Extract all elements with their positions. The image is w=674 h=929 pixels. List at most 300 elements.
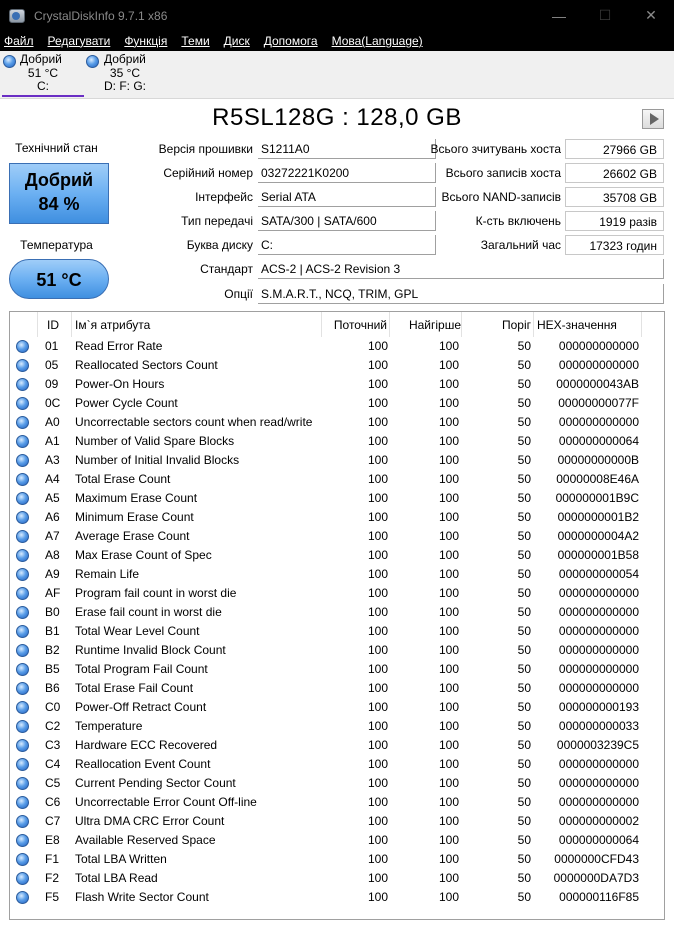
firmware-label: Версія прошивки <box>158 142 253 156</box>
header-id[interactable]: ID <box>38 312 72 337</box>
attribute-threshold: 50 <box>517 624 531 638</box>
attribute-name: Power Cycle Count <box>75 396 178 410</box>
menu-disk[interactable]: Диск <box>223 34 250 48</box>
attribute-worst: 100 <box>438 548 459 562</box>
table-header <box>10 312 664 337</box>
disk-temp: 51 °C <box>27 65 59 80</box>
attribute-id: F1 <box>45 852 60 866</box>
table-row[interactable] <box>10 622 664 641</box>
temperature-label: Температура <box>20 238 93 252</box>
maximize-button[interactable]: ☐ <box>598 7 612 23</box>
standard-label: Стандарт <box>200 262 253 276</box>
attribute-hex: 000000000064 <box>558 833 639 847</box>
attribute-id: A7 <box>45 529 60 543</box>
attribute-worst: 100 <box>438 472 459 486</box>
transfer-mode-label: Тип передачі <box>181 214 253 228</box>
attribute-worst: 100 <box>438 890 459 904</box>
attribute-id: C2 <box>45 719 61 733</box>
status-good-icon <box>16 682 29 695</box>
attribute-current: 100 <box>367 377 388 391</box>
status-good-icon <box>16 511 29 524</box>
attribute-hex: 000000001B9C <box>555 491 639 505</box>
attribute-worst: 100 <box>438 833 459 847</box>
attribute-threshold: 50 <box>517 548 531 562</box>
table-row[interactable] <box>10 451 664 470</box>
table-row[interactable] <box>10 755 664 774</box>
disk-temp: 35 °C <box>109 65 141 80</box>
attribute-threshold: 50 <box>517 814 531 828</box>
attribute-worst: 100 <box>438 871 459 885</box>
attribute-id: A3 <box>45 453 60 467</box>
attribute-worst: 100 <box>438 529 459 543</box>
attribute-worst: 100 <box>438 814 459 828</box>
header-hex-value[interactable]: HEX-значення <box>534 312 642 337</box>
attribute-name: Read Error Rate <box>75 339 163 353</box>
attribute-threshold: 50 <box>517 453 531 467</box>
attribute-hex: 000000000000 <box>558 757 639 771</box>
attribute-hex: 000000000000 <box>558 586 639 600</box>
attribute-threshold: 50 <box>517 586 531 600</box>
attribute-hex: 000000000000 <box>558 776 639 790</box>
disk-model-title: R5SL128G : 128,0 GB <box>212 104 462 131</box>
attribute-worst: 100 <box>438 700 459 714</box>
attribute-threshold: 50 <box>517 719 531 733</box>
attribute-worst: 100 <box>438 681 459 695</box>
attribute-id: 09 <box>45 377 59 391</box>
table-row[interactable] <box>10 698 664 717</box>
attribute-name: Total Erase Fail Count <box>75 681 194 695</box>
table-row[interactable] <box>10 603 664 622</box>
attribute-id: 0C <box>45 396 61 410</box>
attribute-hex: 0000003239C5 <box>556 738 639 752</box>
disk-letters: C: <box>37 79 49 93</box>
attribute-worst: 100 <box>438 358 459 372</box>
attribute-worst: 100 <box>438 738 459 752</box>
attribute-current: 100 <box>367 738 388 752</box>
status-good-icon <box>16 872 29 885</box>
table-row[interactable] <box>10 394 664 413</box>
drive-letter-label: Буква диску <box>186 238 253 252</box>
attribute-name: Power-On Hours <box>75 377 165 391</box>
attribute-name: Uncorrectable sectors count when read/write <box>75 415 313 429</box>
attribute-current: 100 <box>367 890 388 904</box>
attribute-hex: 000000001B58 <box>557 548 639 562</box>
attribute-name: Runtime Invalid Block Count <box>75 643 226 657</box>
attribute-current: 100 <box>367 491 388 505</box>
attribute-id: C4 <box>45 757 61 771</box>
standard-value: ACS-2 | ACS-2 Revision 3 <box>258 259 664 279</box>
health-status: Добрий <box>24 170 94 190</box>
attribute-worst: 100 <box>438 776 459 790</box>
attribute-threshold: 50 <box>517 833 531 847</box>
table-row[interactable] <box>10 812 664 831</box>
interface-label: Інтерфейс <box>195 190 253 204</box>
header-attribute-name[interactable]: Ім`я атрибута <box>72 312 322 337</box>
attribute-worst: 100 <box>438 567 459 581</box>
attribute-hex: 000000000054 <box>558 567 639 581</box>
attribute-current: 100 <box>367 434 388 448</box>
attribute-name: Available Reserved Space <box>75 833 216 847</box>
status-good-icon <box>16 416 29 429</box>
table-row[interactable] <box>10 527 664 546</box>
table-row[interactable] <box>10 850 664 869</box>
attribute-current: 100 <box>367 624 388 638</box>
health-label: Технічний стан <box>15 141 98 155</box>
attribute-name: Reallocated Sectors Count <box>75 358 218 372</box>
attribute-id: A4 <box>45 472 60 486</box>
attribute-threshold: 50 <box>517 339 531 353</box>
attribute-name: Average Erase Count <box>75 529 190 543</box>
host-writes-label: Всього записів хоста <box>445 166 561 180</box>
smart-attributes-table[interactable] <box>9 311 665 920</box>
features-label: Опції <box>224 287 253 301</box>
attribute-name: Power-Off Retract Count <box>75 700 207 714</box>
attribute-current: 100 <box>367 662 388 676</box>
table-row[interactable] <box>10 888 664 907</box>
status-good-icon <box>16 720 29 733</box>
attribute-name: Erase fail count in worst die <box>75 605 222 619</box>
status-good-icon <box>16 796 29 809</box>
attribute-worst: 100 <box>438 377 459 391</box>
status-good-icon <box>16 473 29 486</box>
attribute-current: 100 <box>367 605 388 619</box>
attribute-name: Number of Initial Invalid Blocks <box>75 453 240 467</box>
attribute-name: Total Erase Count <box>75 472 171 486</box>
attribute-id: 05 <box>45 358 59 372</box>
attribute-threshold: 50 <box>517 605 531 619</box>
attribute-worst: 100 <box>438 719 459 733</box>
attribute-name: Total LBA Read <box>75 871 158 885</box>
header-status <box>10 312 38 337</box>
table-row[interactable] <box>10 508 664 527</box>
status-good-icon <box>16 530 29 543</box>
attribute-current: 100 <box>367 814 388 828</box>
power-on-count-label: К-сть включень <box>475 214 561 228</box>
attribute-current: 100 <box>367 871 388 885</box>
attribute-worst: 100 <box>438 415 459 429</box>
attribute-id: C5 <box>45 776 61 790</box>
attribute-id: A6 <box>45 510 60 524</box>
next-disk-button[interactable] <box>642 109 664 129</box>
window-controls <box>536 0 674 31</box>
attribute-hex: 00000008E46A <box>556 472 639 486</box>
temperature-value: 51 °C <box>9 259 109 299</box>
attribute-id: A9 <box>45 567 60 581</box>
serial-label: Серійний номер <box>163 166 253 180</box>
menu-function[interactable]: Функція <box>124 34 168 48</box>
attribute-current: 100 <box>367 567 388 581</box>
attribute-threshold: 50 <box>517 643 531 657</box>
attribute-current: 100 <box>367 852 388 866</box>
interface-value: Serial ATA <box>258 187 436 207</box>
status-good-icon <box>16 644 29 657</box>
attribute-threshold: 50 <box>517 776 531 790</box>
status-good-icon <box>16 625 29 638</box>
attribute-id: AF <box>45 586 61 600</box>
attribute-name: Uncorrectable Error Count Off-line <box>75 795 257 809</box>
table-row[interactable] <box>10 470 664 489</box>
attribute-hex: 000000000000 <box>558 662 639 676</box>
attribute-worst: 100 <box>438 795 459 809</box>
firmware-value: S1211A0 <box>258 139 436 159</box>
attribute-name: Program fail count in worst die <box>75 586 237 600</box>
attribute-threshold: 50 <box>517 871 531 885</box>
attribute-threshold: 50 <box>517 681 531 695</box>
attribute-threshold: 50 <box>517 567 531 581</box>
attribute-id: F5 <box>45 890 60 904</box>
attribute-id: B2 <box>45 643 60 657</box>
attribute-threshold: 50 <box>517 510 531 524</box>
attribute-hex: 000000000064 <box>558 434 639 448</box>
attribute-name: Total Wear Level Count <box>75 624 200 638</box>
attribute-hex: 0000000004A2 <box>557 529 639 543</box>
attribute-current: 100 <box>367 453 388 467</box>
attribute-threshold: 50 <box>517 795 531 809</box>
attribute-current: 100 <box>367 681 388 695</box>
status-good-icon <box>16 777 29 790</box>
attribute-hex: 000000000000 <box>558 415 639 429</box>
attribute-hex: 0000000DA7D3 <box>553 871 639 885</box>
table-row[interactable] <box>10 736 664 755</box>
attribute-hex: 000000000002 <box>558 814 639 828</box>
attribute-name: Total LBA Written <box>75 852 167 866</box>
status-good-icon <box>16 815 29 828</box>
attribute-hex: 0000000043AB <box>556 377 639 391</box>
attribute-threshold: 50 <box>517 358 531 372</box>
table-row[interactable] <box>10 489 664 508</box>
status-good-icon <box>16 397 29 410</box>
table-row[interactable] <box>10 641 664 660</box>
table-row[interactable] <box>10 774 664 793</box>
attribute-id: B1 <box>45 624 60 638</box>
attribute-worst: 100 <box>438 339 459 353</box>
table-row[interactable] <box>10 584 664 603</box>
nand-writes-value: 35708 GB <box>565 187 664 207</box>
attribute-current: 100 <box>367 415 388 429</box>
attribute-worst: 100 <box>438 662 459 676</box>
status-good-icon <box>16 834 29 847</box>
menu-language[interactable]: Мова(Language) <box>331 34 423 48</box>
attribute-id: 01 <box>45 339 59 353</box>
attribute-threshold: 50 <box>517 377 531 391</box>
table-row[interactable] <box>10 660 664 679</box>
status-good-icon <box>16 435 29 448</box>
nand-writes-label: Всього NAND-записів <box>441 190 561 204</box>
health-status-button[interactable] <box>9 163 109 224</box>
attribute-id: A0 <box>45 415 60 429</box>
attribute-name: Reallocation Event Count <box>75 757 211 771</box>
attribute-id: C6 <box>45 795 61 809</box>
features-value: S.M.A.R.T., NCQ, TRIM, GPL <box>258 284 664 304</box>
attribute-worst: 100 <box>438 586 459 600</box>
attribute-name: Maximum Erase Count <box>75 491 198 505</box>
table-row[interactable] <box>10 546 664 565</box>
attribute-worst: 100 <box>438 453 459 467</box>
attribute-current: 100 <box>367 529 388 543</box>
attribute-id: A8 <box>45 548 60 562</box>
attribute-current: 100 <box>367 472 388 486</box>
attribute-hex: 0000000001B2 <box>557 510 639 524</box>
minimize-button[interactable]: — <box>552 7 566 24</box>
table-row[interactable] <box>10 356 664 375</box>
attribute-current: 100 <box>367 510 388 524</box>
attribute-hex: 000000000000 <box>558 339 639 353</box>
attribute-id: B0 <box>45 605 60 619</box>
attribute-name: Hardware ECC Recovered <box>75 738 218 752</box>
attribute-threshold: 50 <box>517 415 531 429</box>
attribute-name: Minimum Erase Count <box>75 510 194 524</box>
attribute-id: B6 <box>45 681 60 695</box>
status-good-icon <box>16 568 29 581</box>
attribute-name: Total Program Fail Count <box>75 662 208 676</box>
attribute-worst: 100 <box>438 757 459 771</box>
table-row[interactable] <box>10 831 664 850</box>
status-good-icon <box>16 891 29 904</box>
attribute-current: 100 <box>367 833 388 847</box>
status-good-icon <box>16 758 29 771</box>
table-row[interactable] <box>10 413 664 432</box>
status-good-icon <box>16 606 29 619</box>
attribute-threshold: 50 <box>517 757 531 771</box>
attribute-hex: 0000000CFD43 <box>554 852 639 866</box>
attribute-worst: 100 <box>438 396 459 410</box>
health-percent: 84 % <box>38 194 80 214</box>
attribute-name: Remain Life <box>75 567 140 581</box>
attribute-id: B5 <box>45 662 60 676</box>
attribute-worst: 100 <box>438 491 459 505</box>
header-worst[interactable]: Найгірше <box>390 312 462 337</box>
attribute-threshold: 50 <box>517 700 531 714</box>
disk-letters: D: F: G: <box>104 79 146 93</box>
attribute-threshold: 50 <box>517 890 531 904</box>
table-row[interactable] <box>10 869 664 888</box>
attribute-id: C0 <box>45 700 61 714</box>
attribute-current: 100 <box>367 719 388 733</box>
attribute-worst: 100 <box>438 510 459 524</box>
table-row[interactable] <box>10 432 664 451</box>
attribute-current: 100 <box>367 358 388 372</box>
status-good-icon <box>86 55 99 68</box>
table-row[interactable] <box>10 565 664 584</box>
attribute-current: 100 <box>367 643 388 657</box>
menu-bar <box>0 31 674 51</box>
header-threshold[interactable]: Поріг <box>462 312 534 337</box>
attribute-worst: 100 <box>438 852 459 866</box>
attribute-threshold: 50 <box>517 396 531 410</box>
attribute-threshold: 50 <box>517 434 531 448</box>
menu-help[interactable]: Допомога <box>263 34 318 48</box>
attribute-name: Ultra DMA CRC Error Count <box>75 814 225 828</box>
attribute-hex: 000000000000 <box>558 643 639 657</box>
attribute-hex: 000000000000 <box>558 681 639 695</box>
window-title: CrystalDiskInfo 9.7.1 x86 <box>34 8 168 23</box>
status-good-icon <box>16 587 29 600</box>
title-bar <box>0 0 674 31</box>
status-good-icon <box>16 359 29 372</box>
attribute-name: Number of Valid Spare Blocks <box>75 434 235 448</box>
attribute-current: 100 <box>367 757 388 771</box>
menu-edit[interactable]: Редагувати <box>47 34 111 48</box>
attribute-threshold: 50 <box>517 529 531 543</box>
disk-selector <box>0 51 674 99</box>
status-good-icon <box>16 378 29 391</box>
app-icon <box>8 7 26 25</box>
power-on-hours-label: Загальний час <box>480 238 561 252</box>
status-good-icon <box>3 55 16 68</box>
attribute-hex: 000000000000 <box>558 605 639 619</box>
attribute-id: C3 <box>45 738 61 752</box>
attribute-current: 100 <box>367 339 388 353</box>
menu-theme[interactable]: Теми <box>181 34 210 48</box>
status-good-icon <box>16 853 29 866</box>
attribute-id: E8 <box>45 833 60 847</box>
table-row[interactable] <box>10 375 664 394</box>
header-current[interactable]: Поточний <box>322 312 390 337</box>
transfer-mode-value: SATA/300 | SATA/600 <box>258 211 436 231</box>
attribute-hex: 00000000000B <box>557 453 639 467</box>
attribute-threshold: 50 <box>517 491 531 505</box>
disk-tab-d[interactable] <box>86 53 164 97</box>
attribute-current: 100 <box>367 700 388 714</box>
attribute-name: Temperature <box>75 719 143 733</box>
attribute-hex: 000000000000 <box>558 795 639 809</box>
attribute-current: 100 <box>367 396 388 410</box>
play-icon <box>650 113 659 125</box>
attribute-current: 100 <box>367 776 388 790</box>
serial-value: 03272221K0200 <box>258 163 436 183</box>
attribute-current: 100 <box>367 548 388 562</box>
attribute-hex: 000000000000 <box>558 358 639 372</box>
disk-tab-c[interactable] <box>2 53 84 97</box>
attribute-threshold: 50 <box>517 738 531 752</box>
status-good-icon <box>16 454 29 467</box>
attribute-hex: 000000116F85 <box>559 890 639 904</box>
table-row[interactable] <box>10 679 664 698</box>
attribute-current: 100 <box>367 586 388 600</box>
attribute-worst: 100 <box>438 643 459 657</box>
attribute-hex: 000000000193 <box>558 700 639 714</box>
attribute-worst: 100 <box>438 624 459 638</box>
attribute-threshold: 50 <box>517 852 531 866</box>
attribute-hex: 000000000000 <box>558 624 639 638</box>
attribute-id: A1 <box>45 434 60 448</box>
table-row[interactable] <box>10 337 664 356</box>
power-on-count-value: 1919 разів <box>565 211 664 231</box>
power-on-hours-value: 17323 годин <box>565 235 664 255</box>
host-writes-value: 26602 GB <box>565 163 664 183</box>
status-good-icon <box>16 701 29 714</box>
close-button[interactable]: ✕ <box>645 7 657 23</box>
attribute-name: Max Erase Count of Spec <box>75 548 212 562</box>
attribute-threshold: 50 <box>517 472 531 486</box>
table-row[interactable] <box>10 793 664 812</box>
disk-status: Добрий <box>20 52 62 66</box>
attribute-name: Flash Write Sector Count <box>75 890 209 904</box>
attribute-worst: 100 <box>438 605 459 619</box>
attribute-id: A5 <box>45 491 60 505</box>
status-good-icon <box>16 739 29 752</box>
attribute-current: 100 <box>367 795 388 809</box>
host-reads-value: 27966 GB <box>565 139 664 159</box>
drive-letter-value: C: <box>258 235 436 255</box>
table-row[interactable] <box>10 717 664 736</box>
menu-file[interactable]: Файл <box>4 34 34 48</box>
disk-status: Добрий <box>104 52 146 66</box>
host-reads-label: Всього зчитувань хоста <box>430 142 561 156</box>
attribute-id: C7 <box>45 814 61 828</box>
status-good-icon <box>16 340 29 353</box>
status-good-icon <box>16 663 29 676</box>
